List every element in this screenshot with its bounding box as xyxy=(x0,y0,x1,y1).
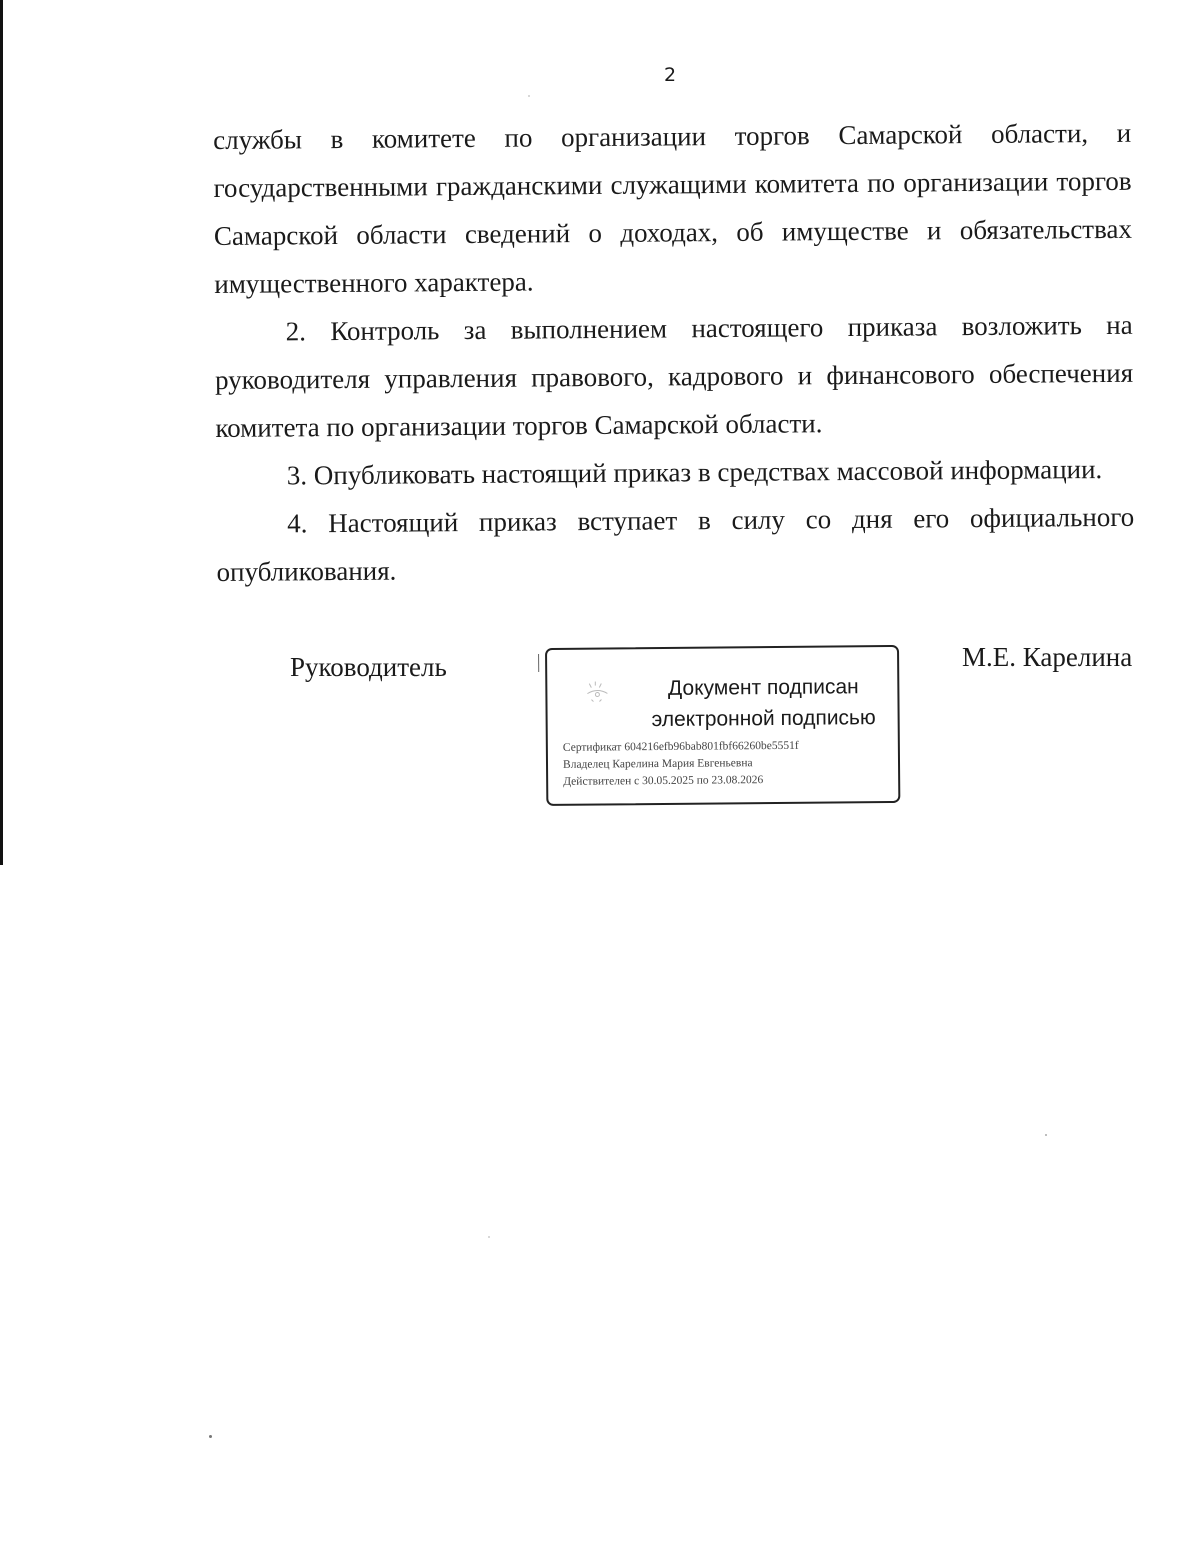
signer-position-title: Руководитель xyxy=(290,652,447,682)
page-number: 2 xyxy=(663,64,677,86)
stamp-title xyxy=(635,671,892,735)
stamp-details xyxy=(563,737,893,791)
stamp-certificate: Сертификат 604216efb96bab801fbf66260be5551f xyxy=(562,739,799,754)
paragraph-item-4: 4. Настоящий приказ вступает в силу со дня его официального опубликования. xyxy=(216,501,1135,587)
paragraph-item-3: 3. Опубликовать настоящий приказ в средствах массовой информации. xyxy=(286,454,1103,491)
scan-speck xyxy=(488,1236,490,1238)
scan-speck xyxy=(1045,1134,1047,1136)
paragraph-item-2: 2. Контроль за выполнением настоящего приказа возложить на руководителя управления правового, кадрового и финансового обеспечения комитета по организации торгов Самарской области. xyxy=(214,309,1134,443)
stamp-title-line-2: электронной подписью xyxy=(651,706,876,732)
signature-block xyxy=(0,640,1200,840)
paragraph-continuation: службы в комитете по организации торгов Самарской области, и государственными гражданскими служащими комитета по организации торгов Самарской области сведений о доходах, об имуществе и обязательствах имущественного характера. xyxy=(213,117,1133,299)
electronic-signature-stamp xyxy=(545,645,900,806)
document-body xyxy=(213,109,1135,596)
coat-of-arms-icon xyxy=(577,673,617,713)
scan-speck xyxy=(528,95,530,97)
scan-speck xyxy=(209,1435,212,1438)
signer-name: М.Е. Карелина xyxy=(962,642,1133,672)
stamp-title-line-1: Документ подписан xyxy=(667,675,859,700)
stamp-owner: Владелец Карелина Мария Евгеньевна xyxy=(562,757,753,771)
stamp-validity: Действителен с 30.05.2025 по 23.08.2026 xyxy=(563,774,764,788)
stamp-scan-mark xyxy=(538,654,539,672)
